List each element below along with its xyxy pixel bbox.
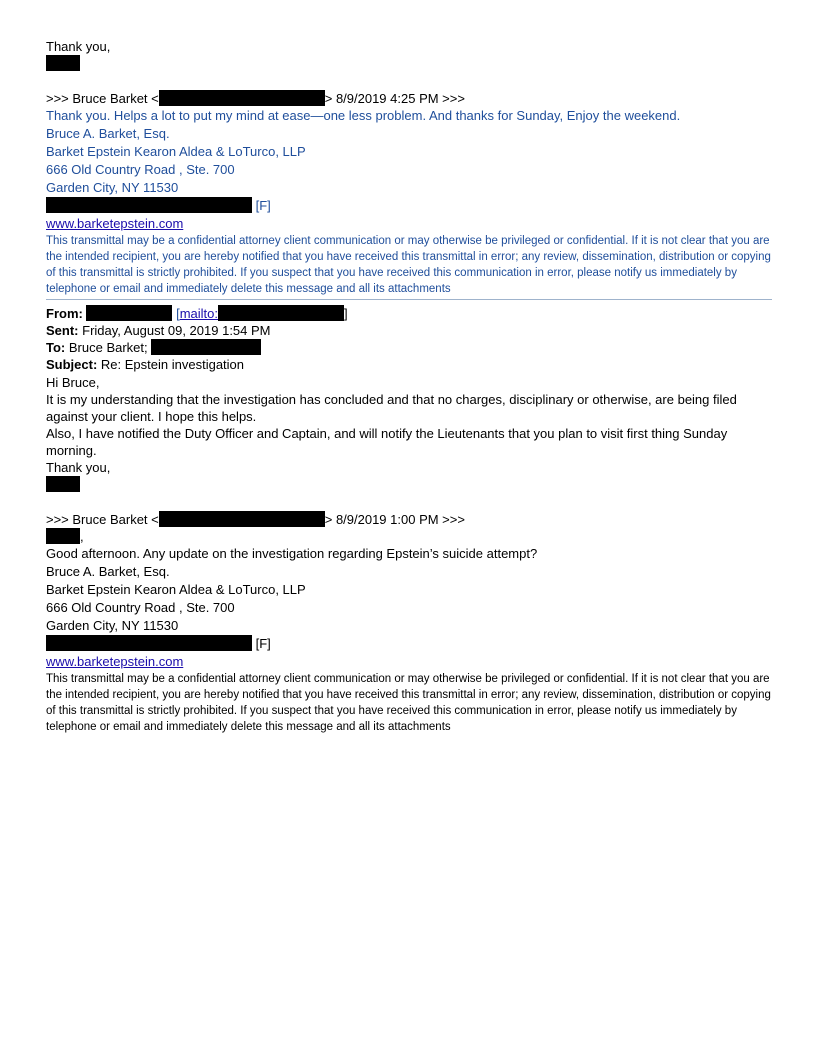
email-redaction: [159, 511, 325, 527]
phone-redaction: [46, 197, 252, 213]
email-document: [46, 38, 772, 735]
phone-redaction: [46, 635, 252, 651]
website-link[interactable]: www.barketepstein.com: [46, 654, 184, 669]
to-line: [46, 339, 772, 356]
recipient-redaction: [151, 339, 261, 355]
quote-header: [46, 90, 772, 107]
signature-city: Garden City, NY 11530: [46, 618, 179, 633]
signature-city: Garden City, NY 11530: [46, 180, 179, 195]
signature-phone-line: [46, 197, 772, 214]
subject-label: Subject:: [46, 357, 98, 372]
signature-phone-line: [46, 635, 772, 652]
from-label: From:: [46, 306, 83, 321]
sent-line: [46, 322, 772, 339]
greeting: Hi Bruce,: [46, 375, 100, 390]
confidentiality-disclaimer: This transmittal may be a confidential attorney client communication or may otherwise be privileged or confidential. If it is not clear that you are the intended recipient, you are hereby notified that you have received this transmittal in error; any review, dissemination, distribution or copying of this transmittal is strictly prohibited. If you suspect that you have received this communication in error, please notify us immediately by telephone or email and immediately delete this message and all its attachments: [46, 673, 771, 733]
quote-header-prefix: >>> Bruce Barket <: [46, 91, 159, 106]
signature-name: Bruce A. Barket, Esq.: [46, 126, 170, 141]
name-redaction: [46, 528, 80, 544]
confidentiality-disclaimer: This transmittal may be a confidential attorney client communication or may otherwise be privileged or confidential. If it is not clear that you are the intended recipient, you are hereby notified that you have received this transmittal in error; any review, dissemination, distribution or copying of this transmittal is strictly prohibited. If you suspect that you have received this communication in error, please notify us immediately by telephone or email and immediately delete this message and all its attachments: [46, 235, 771, 295]
sent-label: Sent:: [46, 323, 79, 338]
greeting-comma: ,: [80, 529, 84, 544]
website-line: [46, 653, 772, 670]
from-line: [46, 305, 772, 322]
signature-address: 666 Old Country Road , Ste. 700: [46, 600, 235, 615]
signature-firm: Barket Epstein Kearon Aldea & LoTurco, LLP: [46, 582, 306, 597]
quoted-body: Thank you. Helps a lot to put my mind at ease—one less problem. And thanks for Sunday, Enjoy the weekend.: [46, 108, 681, 123]
mailto-close: ]: [344, 306, 348, 321]
fax-label: [F]: [255, 636, 271, 651]
signature-name: Bruce A. Barket, Esq.: [46, 564, 170, 579]
signature-firm: Barket Epstein Kearon Aldea & LoTurco, LLP: [46, 144, 306, 159]
quote-header: [46, 511, 772, 528]
website-link[interactable]: www.barketepstein.com: [46, 216, 184, 231]
email-redaction: [159, 90, 325, 106]
paragraph-investigation: It is my understanding that the investigation has concluded and that no charges, disciplinary or otherwise, are being filed against your client. I hope this helps.: [46, 392, 737, 424]
subject-line: [46, 356, 772, 373]
closing-text: Thank you,: [46, 39, 111, 54]
message-divider: [46, 299, 772, 300]
paragraph-notification: Also, I have notified the Duty Officer and Captain, and will notify the Lieutenants that you plan to visit first thing Sunday morning.: [46, 426, 728, 458]
to-value: Bruce Barket;: [68, 340, 148, 355]
website-line: [46, 215, 772, 232]
quote-header-prefix: >>> Bruce Barket <: [46, 512, 159, 527]
fax-label: [F]: [255, 198, 271, 213]
closing-text: Thank you,: [46, 460, 111, 475]
quote-header-suffix: > 8/9/2019 1:00 PM >>>: [324, 512, 465, 527]
sender-redaction: [86, 305, 172, 321]
greeting-line: [46, 528, 772, 545]
to-label: To:: [46, 340, 66, 355]
signature-address: 666 Old Country Road , Ste. 700: [46, 162, 235, 177]
signature-redaction: [46, 476, 772, 493]
subject-value: Re: Epstein investigation: [100, 357, 245, 372]
mailto-redaction: [218, 305, 344, 321]
signature-redaction: [46, 55, 772, 72]
mailto-link[interactable]: mailto:: [179, 306, 219, 321]
mailto-open: [: [176, 306, 180, 321]
sent-value: Friday, August 09, 2019 1:54 PM: [82, 323, 271, 338]
quote-header-suffix: > 8/9/2019 4:25 PM >>>: [324, 91, 465, 106]
quoted-body: Good afternoon. Any update on the investigation regarding Epstein’s suicide attempt?: [46, 546, 538, 561]
